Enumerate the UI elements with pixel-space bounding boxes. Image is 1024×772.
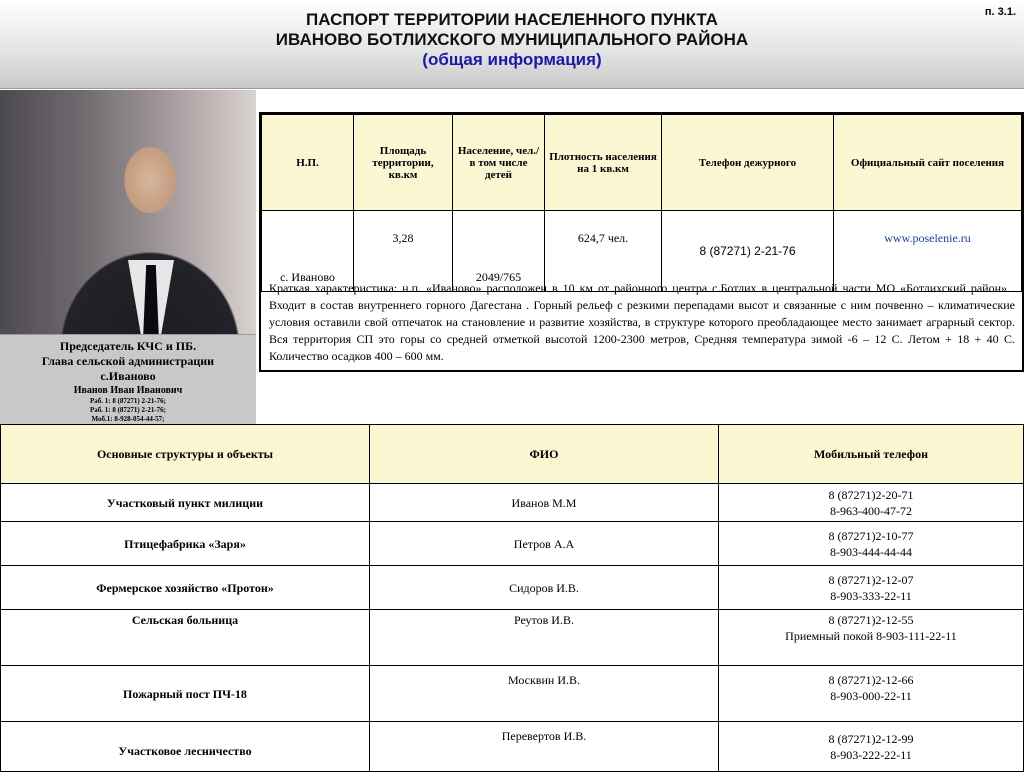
header-structures: Основные структуры и объекты — [1, 425, 370, 484]
header-band — [0, 0, 1024, 89]
structure-fio: Перевертов И.В. — [370, 722, 719, 772]
structure-fio: Сидоров И.В. — [370, 566, 719, 610]
phone-line-2: Приемный покой 8-903-111-22-11 — [785, 629, 957, 643]
table-row — [1, 722, 1024, 772]
table-row — [1, 666, 1024, 722]
settlement-description: Краткая характеристика: н.п. «Иваново» расположен в 10 км от районного центра с.Ботлих в центральной части МО «Ботлихский район» . Входит в состав внутреннего горного Дагестана . Горный рельеф с резкими перепадами высот и связанные с ним почвенно – климатические условия оставили свой отпечаток на становление и развитие хозяйства, в структуре которого преобладающее место занимает аграрный сектор. Вся территория СП это горы со средней отметкой высотой 1200-2300 метров, Средняя температура зимой -6 – 12 С. Летом + 18 + 40 С. Количество осадков 400 – 600 мм. — [269, 281, 1015, 363]
phone-line-1: 8 (87271)2-12-55 — [828, 613, 914, 627]
settlement-info-panel — [259, 112, 1024, 372]
chairman-photo — [0, 90, 256, 334]
chairman-phone-2: Раб. 1: 8 (87271) 2-21-76; — [89, 406, 166, 414]
phone-line-2: 8-903-333-22-11 — [830, 588, 912, 603]
header-density: Плотность населения на 1 кв.км — [545, 115, 662, 211]
phone-line-2: 8-903-222-22-11 — [830, 747, 912, 762]
structure-name: Сельская больница — [1, 610, 370, 666]
structure-name: Птицефабрика «Заря» — [1, 522, 370, 566]
value-duty-phone: 8 (87271) 2-21-76 — [662, 211, 834, 292]
settlement-info-table — [261, 114, 1022, 292]
header-website: Официальный сайт поселения — [834, 115, 1022, 211]
website-link[interactable]: www.poselenie.ru — [834, 211, 1022, 292]
phone-line-2: 8-903-444-44-44 — [830, 544, 912, 559]
table-row — [1, 610, 1024, 666]
structure-fio: Иванов М.М — [370, 484, 719, 522]
structure-name-text: Пожарный пост ПЧ-18 — [123, 686, 247, 701]
phone-line-2: 8-903-000-22-11 — [830, 689, 912, 703]
structures-header-row — [1, 425, 1024, 484]
phone-line-1: 8 (87271)2-20-71 — [828, 487, 914, 502]
phone-line-1: 8 (87271)2-12-07 — [828, 572, 914, 587]
structure-name: Участковый пункт милиции — [1, 484, 370, 522]
value-settlement: с. Иваново — [262, 211, 354, 292]
chairman-village: с.Иваново — [100, 369, 156, 383]
chairman-position: Глава сельской администрации — [41, 354, 215, 368]
structure-phone — [719, 522, 1024, 566]
structure-fio: Петров А.А — [370, 522, 719, 566]
header-area: Площадь территории, кв.км — [354, 115, 453, 211]
structure-phone — [719, 610, 1024, 666]
phone-line-1: 8 (87271)2-12-99 — [828, 731, 914, 746]
title-line-2: ИВАНОВО БОТЛИХСКОГО МУНИЦИПАЛЬНОГО РАЙОНА — [275, 30, 749, 49]
header-duty-phone: Телефон дежурного — [662, 115, 834, 211]
value-density: 624,7 чел. — [545, 211, 662, 292]
structure-name: Фермерское хозяйство «Протон» — [1, 566, 370, 610]
structure-name — [1, 666, 370, 722]
structures-table — [0, 424, 1024, 772]
structure-fio: Реутов И.В. — [370, 610, 719, 666]
table-row — [1, 484, 1024, 522]
title-line-1: ПАСПОРТ ТЕРРИТОРИИ НАСЕЛЕННОГО ПУНКТА — [306, 10, 718, 29]
phone-line-1: 8 (87271)2-10-77 — [828, 528, 914, 543]
value-population: 2049/765 — [453, 211, 545, 292]
value-area: 3,28 — [354, 211, 453, 292]
structure-phone — [719, 666, 1024, 722]
phone-line-1: 8 (87271)2-12-66 — [828, 673, 914, 687]
chairman-mobile: Моб.1: 8-928-054-44-57; — [91, 415, 165, 423]
header-fio: ФИО — [370, 425, 719, 484]
page-number: п. 3.1. — [984, 6, 1016, 18]
structure-phone — [719, 722, 1024, 772]
structure-phone — [719, 566, 1024, 610]
structure-fio: Москвин И.В. — [370, 666, 719, 722]
chairman-name: Иванов Иван Иванович — [73, 385, 183, 396]
phone-line-2: 8-963-400-47-72 — [830, 503, 912, 518]
table-row — [1, 522, 1024, 566]
structure-phone — [719, 484, 1024, 522]
chairman-caption — [0, 334, 256, 425]
page-title — [0, 10, 1024, 70]
page-subtitle: (общая информация) — [422, 50, 602, 69]
header-mobile: Мобильный телефон — [719, 425, 1024, 484]
chairman-phone-1: Раб. 1: 8 (87271) 2-21-76; — [89, 397, 166, 405]
structure-name: Участковое лесничество — [1, 722, 370, 772]
info-header-row — [262, 115, 1022, 211]
header-population: Население, чел./ в том числе детей — [453, 115, 545, 211]
table-row — [1, 566, 1024, 610]
chairman-role: Председатель КЧС и ПБ. — [59, 339, 197, 353]
header-settlement: Н.П. — [262, 115, 354, 211]
